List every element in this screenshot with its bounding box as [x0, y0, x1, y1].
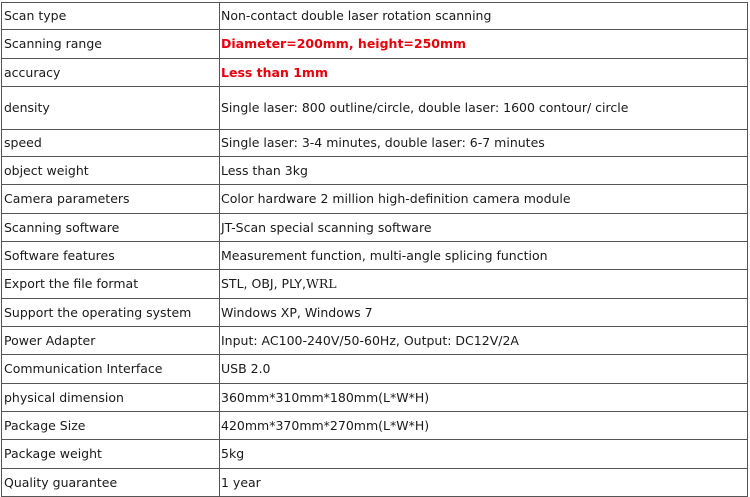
spec-row-density	[2, 87, 748, 130]
spec-row-accuracy	[2, 59, 748, 87]
spec-row-scan-type	[2, 3, 748, 30]
spec-value: Non-contact double laser rotation scanning	[220, 3, 748, 30]
spec-label: Camera parameters	[2, 185, 220, 214]
spec-label: Power Adapter	[2, 327, 220, 355]
spec-value: Windows XP, Windows 7	[220, 299, 748, 327]
spec-value: USB 2.0	[220, 355, 748, 384]
spec-label: Support the operating system	[2, 299, 220, 327]
spec-row-physical-dimension	[2, 384, 748, 412]
spec-row-object-weight	[2, 157, 748, 185]
spec-label: Scan type	[2, 3, 220, 30]
spec-label: Package weight	[2, 440, 220, 469]
spec-value: JT-Scan special scanning software	[220, 214, 748, 242]
spec-label: density	[2, 87, 220, 130]
spec-value: 360mm*310mm*180mm(L*W*H)	[220, 384, 748, 412]
specification-table-body	[2, 3, 748, 497]
spec-row-package-weight	[2, 440, 748, 469]
spec-label: accuracy	[2, 59, 220, 87]
spec-value-highlighted: Less than 1mm	[220, 59, 748, 87]
spec-row-quality-guarantee	[2, 469, 748, 497]
spec-value: Less than 3kg	[220, 157, 748, 185]
spec-row-package-size	[2, 412, 748, 440]
spec-value-serif-text: WRL	[305, 276, 337, 291]
spec-value-highlighted: Diameter=200mm, height=250mm	[220, 30, 748, 59]
spec-row-speed	[2, 130, 748, 157]
spec-row-scanning-software	[2, 214, 748, 242]
spec-label: Scanning range	[2, 30, 220, 59]
spec-label: Quality guarantee	[2, 469, 220, 497]
spec-label: Software features	[2, 242, 220, 270]
specification-table	[1, 2, 748, 497]
spec-value: 5kg	[220, 440, 748, 469]
spec-label: Scanning software	[2, 214, 220, 242]
spec-label: physical dimension	[2, 384, 220, 412]
spec-value-text: STL, OBJ, PLY,	[221, 276, 306, 291]
spec-label: object weight	[2, 157, 220, 185]
spec-value: Input: AC100-240V/50-60Hz, Output: DC12V/2A	[220, 327, 748, 355]
spec-value: Single laser: 3-4 minutes, double laser: 6-7 minutes	[220, 130, 748, 157]
spec-label: Export the file format	[2, 270, 220, 299]
spec-label: Communication Interface	[2, 355, 220, 384]
spec-label: speed	[2, 130, 220, 157]
spec-value: 1 year	[220, 469, 748, 497]
spec-row-communication-interface	[2, 355, 748, 384]
spec-value: Measurement function, multi-angle splicing function	[220, 242, 748, 270]
spec-row-export-file-format	[2, 270, 748, 299]
spec-value: 420mm*370mm*270mm(L*W*H)	[220, 412, 748, 440]
spec-value: Color hardware 2 million high-definition camera module	[220, 185, 748, 214]
spec-row-software-features	[2, 242, 748, 270]
spec-row-operating-system	[2, 299, 748, 327]
spec-value	[220, 270, 748, 299]
spec-row-camera-parameters	[2, 185, 748, 214]
spec-row-power-adapter	[2, 327, 748, 355]
spec-row-scanning-range	[2, 30, 748, 59]
spec-value: Single laser: 800 outline/circle, double laser: 1600 contour/ circle	[220, 87, 748, 130]
spec-label: Package Size	[2, 412, 220, 440]
